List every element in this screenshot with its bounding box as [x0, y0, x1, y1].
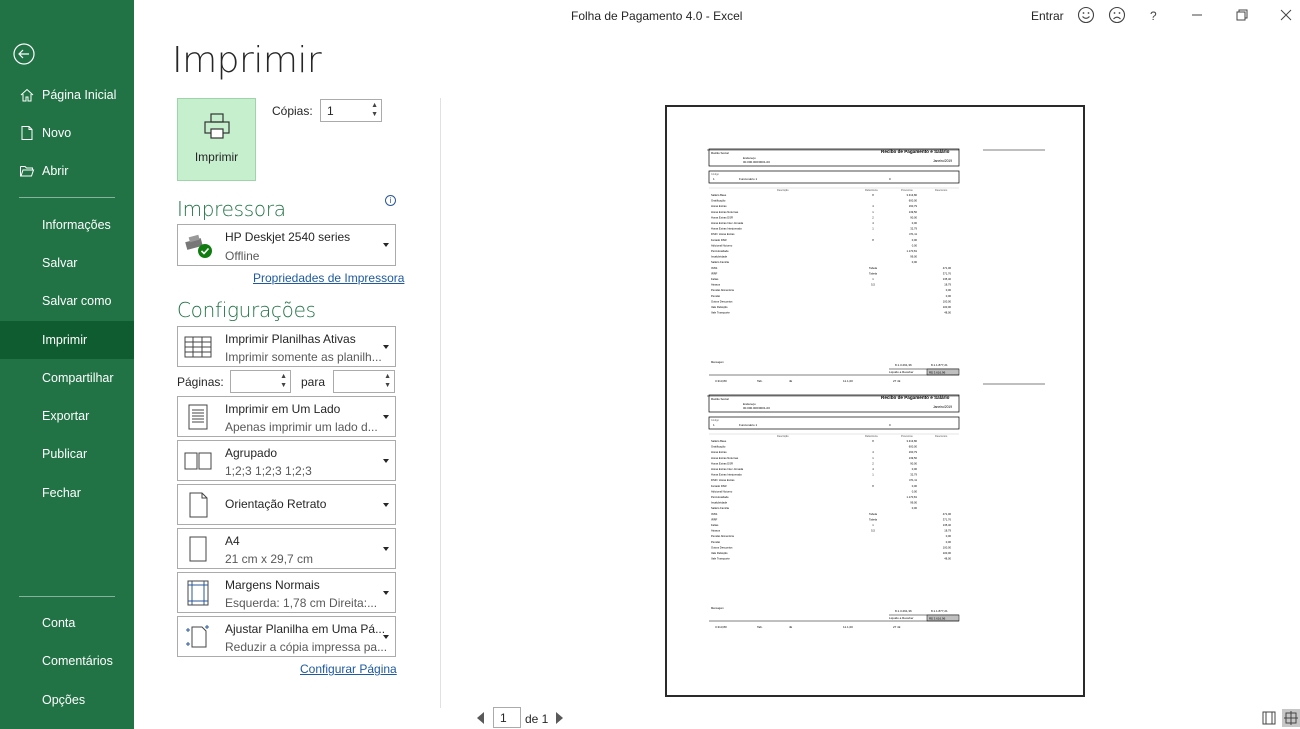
nav-publicar[interactable] [0, 435, 134, 473]
nav-label: Abrir [42, 164, 69, 178]
receipt-cell: 32,79 [910, 227, 917, 231]
current-page-value: 1 [500, 710, 507, 725]
previous-page-arrow[interactable] [477, 712, 484, 724]
receipt-cell: Feriado DSR [711, 238, 727, 242]
chevron-down-icon [383, 243, 389, 247]
page-total-label: de 1 [525, 712, 549, 726]
svg-text:Endereço: Endereço [743, 156, 756, 160]
svg-text:Referência: Referência [865, 189, 878, 192]
pages-to-label: para [301, 375, 326, 389]
svg-text:Descontos: Descontos [935, 189, 948, 192]
receipt-cell: Outros Descontos [711, 300, 733, 304]
sides-dropdown[interactable] [177, 396, 396, 437]
back-arrow-icon[interactable] [12, 42, 36, 66]
receipt-month: Janeiro/2019 [933, 159, 953, 163]
nav-label: Compartilhar [42, 371, 114, 385]
restore-icon[interactable] [1233, 6, 1251, 24]
receipt-cell: 471,06 [942, 266, 951, 270]
receipt-cell: 0,00 [911, 238, 917, 242]
setting-line1: Orientação Retrato [225, 497, 327, 511]
receipt-cell: 3.313,80 [906, 194, 917, 197]
receipt-cell: Insalubridade [711, 255, 728, 259]
stepper-arrows[interactable]: ▲ ▼ [384, 373, 391, 389]
zoom-to-page-icon[interactable] [1282, 709, 1300, 727]
nav-label: Salvar como [42, 294, 112, 308]
setting-line1: Ajustar Planilha em Uma Pá... [225, 622, 386, 636]
receipt-cell: Periculosidade [711, 250, 729, 253]
receipt-cell: 100,00 [942, 306, 951, 309]
svg-text:3.313,80: 3.313,80 [715, 379, 727, 383]
receipt-cell: Faltas [711, 278, 719, 281]
svg-text:1: 1 [713, 177, 715, 181]
collated-pages-icon [183, 446, 213, 476]
setting-line2: Apenas imprimir um lado d... [225, 420, 378, 434]
copies-stepper[interactable] [320, 99, 382, 122]
receipt-cell: 160,79 [908, 205, 917, 209]
printer-name: HP Deskjet 2540 series [225, 230, 351, 244]
nav-exportar[interactable] [0, 397, 134, 435]
nav-label: Informações [42, 218, 111, 232]
show-margins-icon[interactable] [1262, 711, 1276, 725]
nav-label: Conta [42, 616, 76, 630]
receipt-cell: 0,00 [945, 289, 951, 293]
svg-text:8.1.1.877,21: 8.1.1.877,21 [931, 363, 948, 367]
receipt-cell: 1 [872, 227, 874, 231]
help-button[interactable]: ? [1150, 9, 1157, 23]
liquido-label: Líquido a Receber [889, 370, 914, 374]
receipt-cell: IRRF [711, 272, 718, 276]
receipt-cell: Horas Extras [711, 205, 727, 209]
backstage-sidebar [0, 0, 134, 729]
receipt-cell: 99,00 [910, 255, 917, 259]
nav-label: Imprimir [42, 333, 88, 347]
paper-size-icon [183, 534, 213, 564]
receipt-cell: 4 [872, 205, 874, 209]
nav-label: Exportar [42, 409, 90, 423]
scaling-dropdown[interactable] [177, 616, 396, 657]
margins-dropdown[interactable] [177, 572, 396, 613]
receipt-cell: 0,00 [911, 222, 917, 225]
setting-line1: A4 [225, 534, 240, 548]
nav-label: Novo [42, 126, 72, 140]
page-title: Imprimir [172, 40, 322, 81]
nav-fechar[interactable] [0, 474, 134, 512]
printer-section-heading: Impressora [177, 197, 286, 221]
collation-dropdown[interactable] [177, 440, 396, 481]
nav-abrir[interactable] [0, 152, 134, 190]
receipt-cell: 471,11 [908, 233, 917, 237]
receipt-cell: Vale Transporte [711, 311, 730, 315]
print-button-label: Imprimir [194, 150, 239, 164]
printer-status: Offline [225, 249, 260, 263]
receipt-cell: 0,00 [911, 261, 917, 265]
receipt-cell: 0,00 [945, 294, 951, 298]
receipt-cell: Salário Base [711, 194, 727, 197]
one-sided-page-icon [183, 402, 213, 432]
setting-line2: 21 cm x 29,7 cm [225, 552, 314, 566]
svg-text:Proventos: Proventos [901, 189, 913, 192]
portrait-page-icon [183, 490, 213, 520]
receipt-block-copy [707, 395, 959, 629]
printer-dropdown[interactable] [177, 224, 396, 266]
nav-novo[interactable] [0, 114, 134, 152]
signin-link[interactable]: Entrar [1031, 9, 1064, 23]
setting-line2: Esquerda: 1,78 cm Direita:... [225, 596, 378, 610]
receipt-cell: INSS [711, 266, 718, 270]
copies-value: 1 [327, 103, 334, 118]
nav-label: Fechar [42, 486, 81, 500]
chevron-down-icon [383, 345, 389, 349]
receipt-cell: Tabela [869, 272, 877, 276]
svg-text:Razão Social: Razão Social [711, 151, 729, 155]
receipt-cell: 48,00 [944, 311, 951, 315]
chevron-down-icon [383, 547, 389, 551]
receipt-cell: Pensão Alimentícia [711, 289, 734, 293]
nav-comentarios[interactable] [0, 642, 134, 680]
orientation-dropdown[interactable] [177, 484, 396, 525]
receipt-cell: Salário Família [711, 261, 729, 265]
receipt-cell: 2 [872, 216, 874, 220]
receipt-title: Recibo de Pagamento e Salário [881, 149, 950, 154]
info-icon[interactable]: i [385, 195, 396, 206]
stepper-arrows[interactable]: ▲ ▼ [280, 373, 287, 389]
receipt-cell: 1.170,81 [906, 250, 917, 253]
nav-salvar[interactable] [0, 244, 134, 282]
receipt-cell: 371,76 [942, 272, 951, 276]
paper-size-dropdown[interactable] [177, 528, 396, 569]
nav-label: Comentários [42, 654, 113, 668]
nav-conta[interactable] [0, 604, 134, 642]
page-setup-link[interactable]: Configurar Página [300, 662, 397, 676]
receipt-cell: DSR / Horas Extras [711, 233, 735, 237]
setting-line1: Imprimir em Um Lado [225, 402, 341, 416]
open-folder-icon [19, 163, 35, 179]
receipt-cell: Horas Extras DSR [711, 216, 733, 220]
new-document-icon [19, 125, 35, 141]
nav-label: Salvar [42, 256, 78, 270]
chevron-down-icon [383, 503, 389, 507]
receipt-cell: 5,5 [871, 283, 875, 287]
receipt-cell: 600,00 [908, 199, 917, 203]
nav-opcoes[interactable] [0, 681, 134, 719]
frown-icon[interactable] [1108, 6, 1126, 24]
nav-label: Opções [42, 693, 86, 707]
printer-properties-link[interactable]: Propriedades de Impressora [253, 271, 405, 285]
nav-label: Página Inicial [42, 88, 117, 102]
next-page-arrow[interactable] [556, 712, 563, 724]
print-button[interactable] [177, 98, 256, 181]
receipt-cell: 8 [872, 238, 874, 242]
receipt-cell: 0,00 [911, 244, 917, 248]
svg-text:Descrição: Descrição [777, 189, 789, 192]
nav-pagina-inicial[interactable] [0, 76, 134, 114]
copies-label: Cópias: [272, 104, 313, 118]
setting-line1: Agrupado [225, 446, 278, 460]
receipt-cell: Pensão [711, 294, 721, 298]
svg-text:Código: Código [711, 173, 719, 176]
receipt-cell: Tabela [869, 266, 877, 270]
setting-line1: Margens Normais [225, 578, 320, 592]
receipt-cell: 139,50 [908, 210, 917, 214]
receipt-cell: 90,00 [910, 216, 917, 220]
chevron-down-icon [383, 591, 389, 595]
receipt-cell: Gratificação [711, 199, 726, 203]
fit-to-page-icon [183, 622, 213, 652]
chevron-down-icon [383, 415, 389, 419]
setting-line2: Imprimir somente as planilh... [225, 350, 382, 364]
settings-section-heading: Configurações [177, 298, 316, 322]
svg-text:Mensagem: Mensagem [711, 361, 724, 364]
receipt-cell: Horas Extras Inter Jornada [711, 222, 744, 225]
current-page-input[interactable] [493, 707, 521, 728]
nav-divider [19, 197, 115, 198]
svg-text:27 4k: 27 4k [893, 379, 901, 383]
setting-line1: Imprimir Planilhas Ativas [225, 332, 356, 346]
print-what-dropdown[interactable] [177, 326, 396, 367]
sheet-grid-icon [183, 332, 213, 362]
print-preview-page [665, 105, 1085, 697]
liquido-value: R$ 3.616,96 [929, 370, 946, 375]
receipt-cell: 1 [872, 210, 874, 214]
svg-text:11.1,00: 11.1,00 [843, 379, 853, 383]
svg-text:Tab.: Tab. [757, 379, 763, 383]
nav-compartilhar[interactable] [0, 359, 134, 397]
printer-icon [202, 111, 232, 141]
receipt-cell: Horas Extras Noturnas [711, 210, 739, 214]
pages-label: Páginas: [177, 375, 224, 389]
nav-informacoes[interactable] [0, 206, 134, 244]
receipt-cell: Horas Extras Interjornada [711, 227, 742, 231]
receipt-block [707, 149, 959, 383]
svg-text:00.000.000/0001-00: 00.000.000/0001-00 [743, 160, 770, 164]
receipt-cell: 8 [872, 194, 874, 197]
nav-imprimir[interactable] [0, 321, 134, 359]
window-title: Folha de Pagamento 4.0 - Excel [571, 9, 743, 23]
receipt-cell: Adicional Noturno [711, 244, 733, 248]
receipt-rows [711, 193, 952, 315]
pages-from-input[interactable] [230, 370, 291, 393]
employee-id: Funcionário 1 [739, 177, 758, 181]
close-icon[interactable] [1277, 6, 1295, 24]
svg-text:4k: 4k [789, 379, 793, 383]
setting-line2: Reduzir a cópia impressa pa... [225, 640, 388, 654]
nav-divider [19, 596, 115, 597]
receipt-cell: Vale Refeição [711, 306, 728, 309]
payslip-preview [667, 107, 1083, 695]
pane-divider [440, 98, 441, 708]
chevron-down-icon [383, 459, 389, 463]
svg-text:8.1.3.291,36: 8.1.3.291,36 [895, 363, 912, 367]
printer-offline-icon [183, 230, 213, 260]
svg-text:0: 0 [889, 177, 891, 181]
setting-line2: 1;2;3 1;2;3 1;2;3 [225, 464, 312, 478]
receipt-cell: 135,40 [942, 278, 951, 281]
minimize-icon[interactable] [1188, 6, 1206, 24]
receipt-cell: Atrasos [711, 283, 721, 287]
receipt-cell: 18,79 [944, 283, 951, 287]
receipt-cell: 100,00 [942, 300, 951, 304]
nav-salvar-como[interactable] [0, 282, 134, 320]
stepper-arrows[interactable]: ▲ ▼ [371, 102, 378, 118]
home-icon [19, 87, 35, 103]
chevron-down-icon [383, 635, 389, 639]
nav-label: Publicar [42, 447, 88, 461]
pages-to-input[interactable] [333, 370, 395, 393]
receipt-cell: 4 [872, 222, 874, 225]
smile-icon[interactable] [1077, 6, 1095, 24]
receipt-cell: 1 [872, 278, 874, 281]
margins-icon [183, 578, 213, 608]
